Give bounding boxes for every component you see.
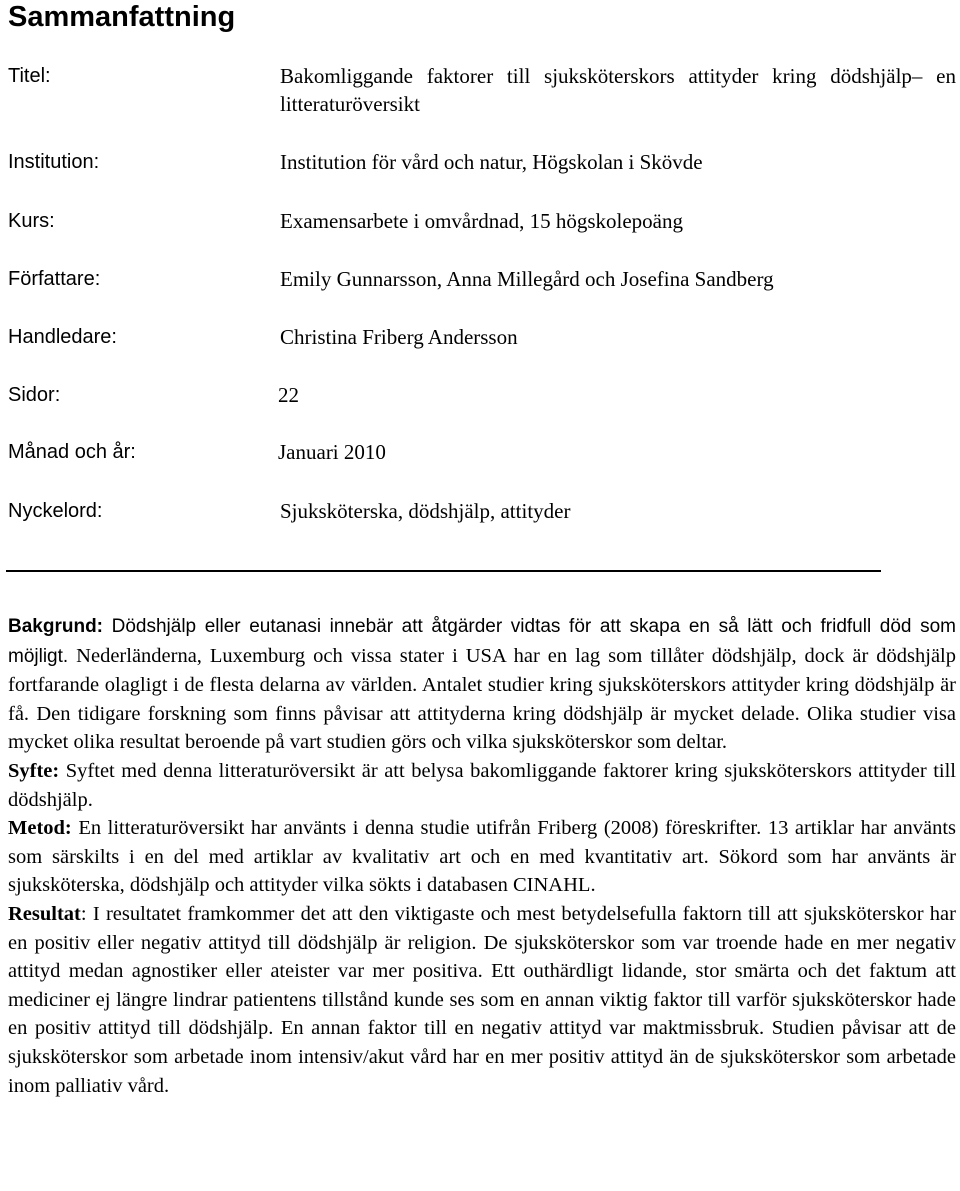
resultat-paragraph — [8, 900, 956, 1100]
bakgrund-label: Bakgrund: — [8, 616, 103, 637]
page-title: Sammanfattning — [8, 1, 236, 33]
kurs-value: Examensarbete i omvårdnad, 15 högskolepoäng — [280, 209, 683, 233]
forfattare-label: Författare: — [8, 268, 101, 290]
kurs-label: Kurs: — [8, 210, 55, 232]
metod-paragraph — [8, 814, 956, 900]
metod-label: Metod: — [8, 817, 72, 840]
nyckelord-value: Sjuksköterska, dödshjälp, attityder — [280, 499, 571, 523]
institution-value: Institution för vård och natur, Högskolan i Skövde — [280, 150, 703, 174]
syfte-text: Syftet med denna litteraturöversikt är att belysa bakomliggande faktorer kring sjuksköterskors attityder till dödshjälp. — [8, 759, 956, 811]
nyckelord-label: Nyckelord: — [8, 500, 103, 522]
resultat-text: : I resultatet framkommer det att den viktigaste och mest betydelsefulla faktorn till att sjuksköterskor har en positiv eller negativ attityd till dödshjälp är religion. De sjuksköterskor som var troende hade en mer negativ attityd medan agnostiker eller ateister var mer positiva. Ett outhärdligt lidande, stor smärta och det faktum att mediciner ej längre lindrar patientens tillstånd kunde ses som en annan viktig faktor till varför sjuksköterskor hade en positiv attityd till dödshjälp. En annan faktor till en negativ attityd var maktmissbruk. Studien påvisar att de sjuksköterskor som arbetade inom intensiv/akut vård har en mer positiv attityd än de sjuksköterskor som arbetade inom palliativ vård. — [8, 902, 956, 1097]
handledare-value: Christina Friberg Andersson — [280, 325, 518, 349]
forfattare-value: Emily Gunnarsson, Anna Millegård och Josefina Sandberg — [280, 267, 774, 291]
sidor-value: 22 — [278, 383, 299, 407]
sidor-label: Sidor: — [8, 384, 61, 406]
bakgrund-lead-text: Dödshjälp eller eutanasi innebär att åtgärder vidtas för att skapa en så lätt och fridfull död som möjligt. — [8, 616, 956, 667]
titel-label: Titel: — [8, 65, 51, 87]
handledare-label: Handledare: — [8, 326, 117, 348]
metod-text: En litteraturöversikt har använts i denna studie utifrån Friberg (2008) föreskrifter. 13 artiklar har använts som särskilts i en del med artiklar av kvalitativ art och en med kvantitativ art. Sökord som har använts är sjuksköterska, dödshjälp och attityder vilka sökts i databasen CINAHL. — [8, 817, 956, 897]
syfte-label: Syfte: — [8, 759, 60, 782]
abstract — [8, 612, 956, 1100]
manad-och-ar-label: Månad och år: — [8, 441, 136, 463]
titel-value: Bakomliggande faktorer till sjuksköterskors attityder kring dödshjälp– en litteraturöversikt — [280, 64, 956, 116]
institution-label: Institution: — [8, 151, 100, 173]
manad-och-ar-value: Januari 2010 — [278, 440, 386, 464]
syfte-paragraph — [8, 757, 956, 814]
bakgrund-paragraph — [8, 612, 956, 757]
bakgrund-text: Nederländerna, Luxemburg och vissa stater i USA har en lag som tillåter dödshjälp, dock är dödshjälp fortfarande olagligt i de flesta delarna av världen. Antalet studier kring sjuksköterskors attityder kring dödshjälp är få. Den tidigare forskning som finns påvisar att attityderna kring dödshjälp är mycket delade. Olika studier visa mycket olika resultat beroende på vart studien görs och vilka sjuksköterskor som deltar. — [8, 644, 956, 754]
divider-line — [6, 570, 881, 572]
resultat-label: Resultat — [8, 902, 81, 925]
